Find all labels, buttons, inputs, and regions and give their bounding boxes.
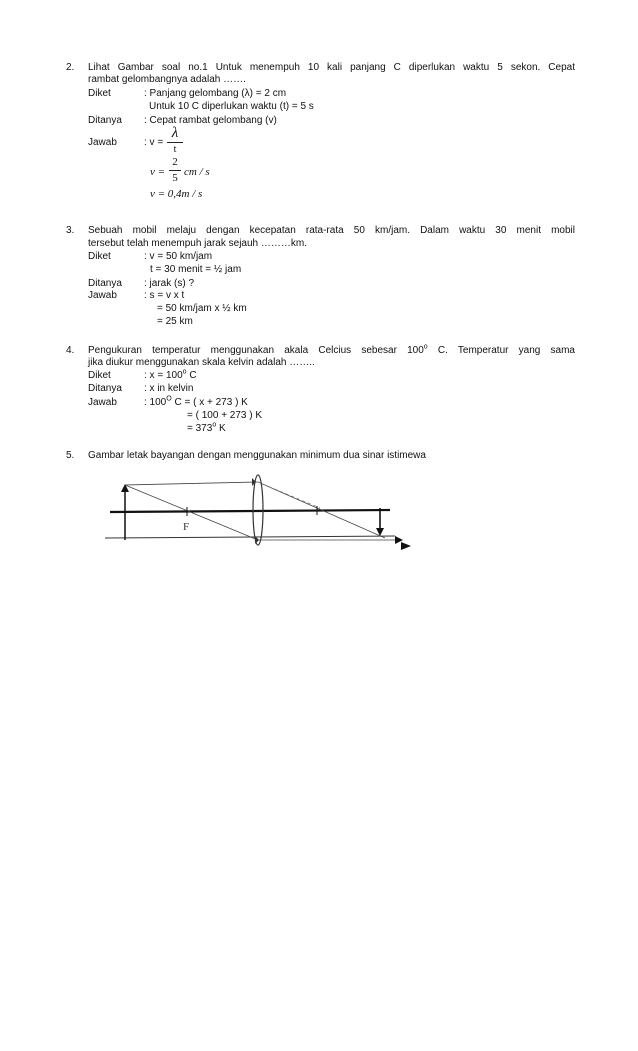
q2-jawab-colon: : v =: [144, 137, 164, 148]
q4-number: 4.: [66, 345, 75, 356]
q2-diket-2: Untuk 10 C diperlukan waktu (t) = 5 s: [149, 101, 314, 112]
q3-number: 3.: [66, 225, 75, 236]
q3-jawab-3: = 25 km: [157, 316, 193, 327]
q3-jawab-2: = 50 km/jam x ½ km: [157, 303, 247, 314]
q2-number: 2.: [66, 62, 75, 73]
q4-jawab-2: = ( 100 + 273 ) K: [187, 410, 263, 421]
q4-jawab-1: : $100^O$ C = ( x + 273 ) K: [144, 395, 248, 408]
q3-ditanya: : jarak (s) ?: [144, 278, 195, 289]
q2-formula1-numerator: λ: [171, 125, 179, 141]
q2-formula2-unit: cm / s: [184, 166, 210, 178]
q4-jawab-3: = $373^o$ K: [187, 421, 226, 434]
q3-jawab-label: Jawab: [88, 290, 117, 301]
q3-text-line2: tersebut telah menempuh jarak sejauh ………km.: [88, 238, 307, 249]
q3-diket-label: Diket: [88, 251, 111, 262]
q2-diket-label: Diket: [88, 88, 111, 99]
focus-label: F: [183, 521, 190, 533]
q3-diket-1: : v = 50 km/jam: [144, 251, 213, 262]
q3-text-line1: Sebuah mobil melaju dengan kecepatan rata-rata 50 km/jam. Dalam waktu 30 menit mobil: [88, 225, 575, 236]
q2-formula2-numerator: 2: [172, 156, 178, 168]
q2-formula1-denominator: t: [173, 144, 177, 155]
q3-jawab-1: : s = v x t: [144, 290, 185, 301]
q3-diket-2: t = 30 menit = ½ jam: [150, 264, 242, 275]
q2-formula2-lhs: v =: [150, 166, 166, 178]
q3-ditanya-label: Ditanya: [88, 278, 122, 289]
q4-text-line1: Pengukuran temperatur menggunakan akala Celcius sebesar 100$^o$ C. Temperatur yang sama: [88, 343, 575, 356]
q4-ditanya: : x in kelvin: [144, 383, 194, 394]
q2-ditanya-label: Ditanya: [88, 115, 122, 126]
q2-diket-1: : Panjang gelombang (λ) = 2 cm: [144, 88, 287, 99]
q4-text-line2: jika diukur menggunakan skala kelvin adalah ……..: [88, 357, 315, 368]
q2-formula1-bar: [167, 142, 183, 143]
q2-formula2-denominator: 5: [172, 172, 178, 184]
q4-diket-label: Diket: [88, 370, 111, 381]
q4-diket: : $x = 100^o$ C: [144, 368, 197, 381]
q5-number: 5.: [66, 450, 75, 461]
q2-formula3: v = 0,4m / s: [150, 188, 203, 200]
q2-jawab-label: Jawab: [88, 137, 117, 148]
q5-text: Gambar letak bayangan dengan menggunakan minimum dua sinar istimewa: [88, 450, 426, 461]
lens-ray-diagram: [95, 468, 425, 578]
q4-ditanya-label: Ditanya: [88, 383, 122, 394]
q2-ditanya: : Cepat rambat gelombang (v): [144, 115, 277, 126]
q2-text-line2: rambat gelombangnya adalah …….: [88, 74, 246, 85]
q2-text-line1: Lihat Gambar soal no.1 Untuk menempuh 10 kali panjang C diperlukan waktu 5 sekon. Cepat: [88, 62, 575, 73]
q4-jawab-label: Jawab: [88, 397, 117, 408]
q2-formula2-bar: [169, 170, 181, 171]
